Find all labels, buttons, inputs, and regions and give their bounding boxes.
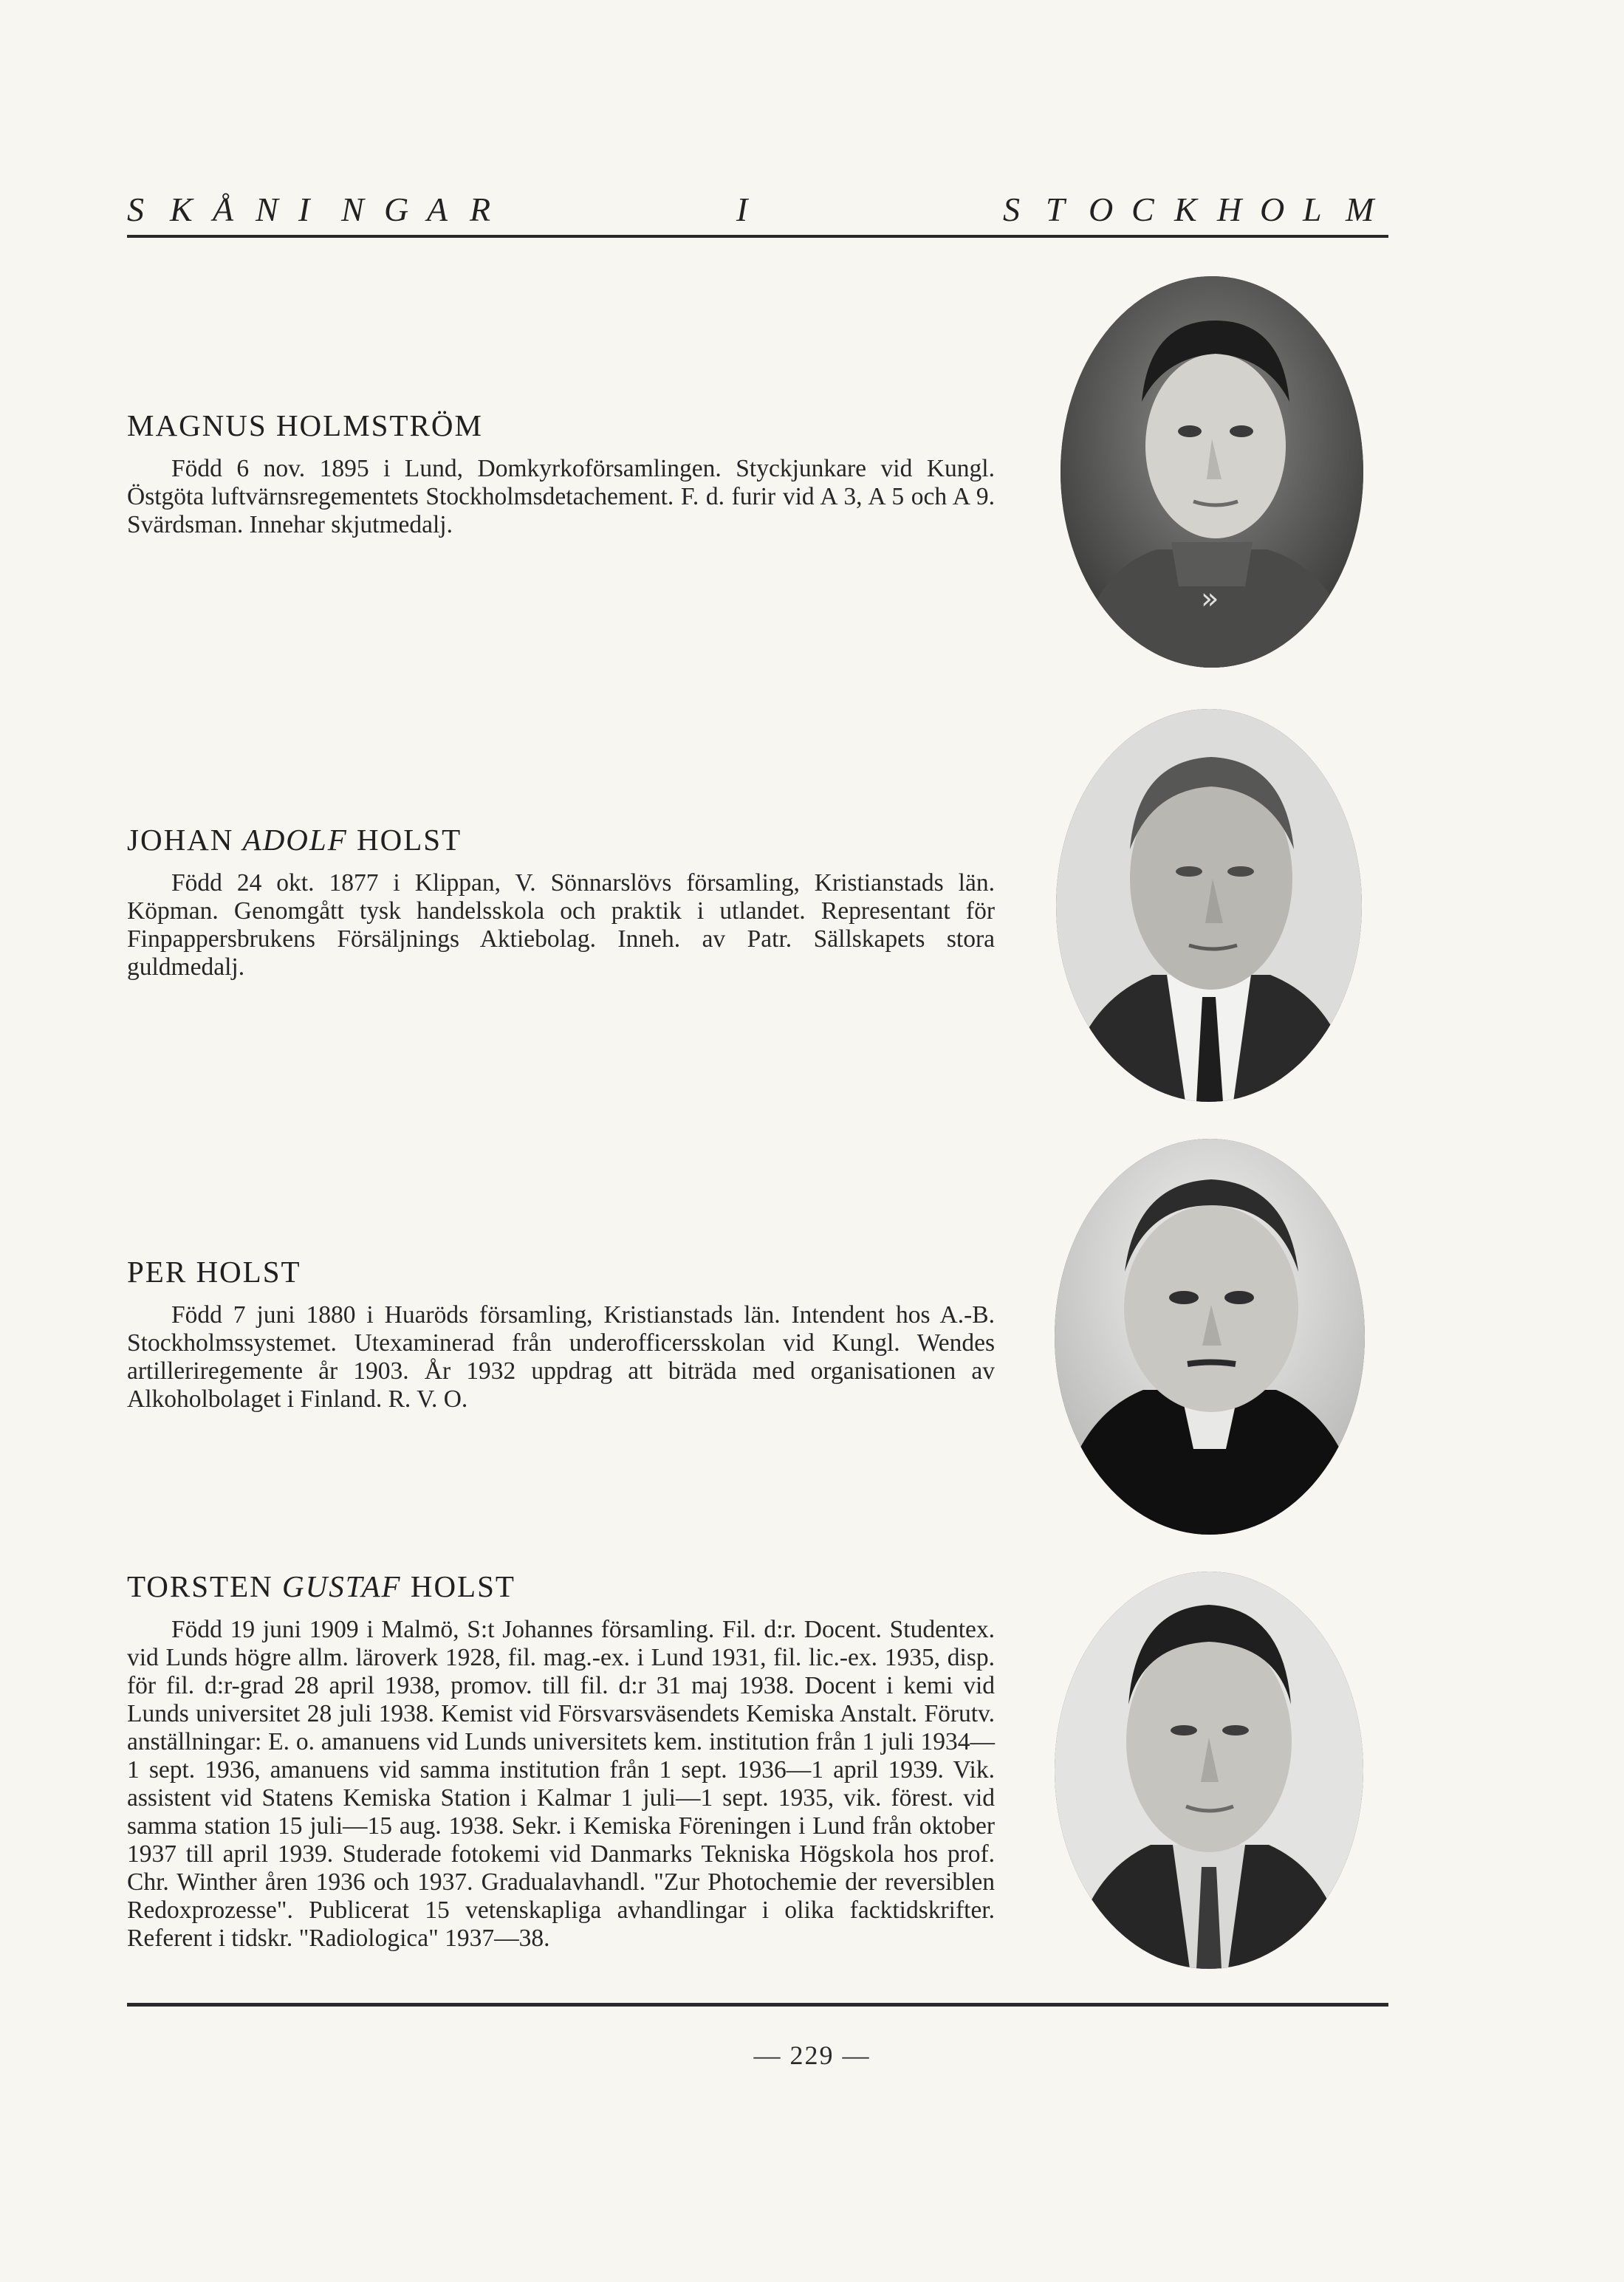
running-head-letter: C	[1131, 191, 1154, 228]
running-head-letter: N	[256, 191, 278, 228]
running-head-letter: S	[127, 191, 144, 228]
entry-bio: Född 19 juni 1909 i Malmö, S:t Johannes församling. Fil. d:r. Docent. Studentex. vid Lunds högre allm. läroverk 1928, fil. mag.-ex. i Lund 1931, fil. lic.-ex. 1935, disp. för fil. d:r-grad 28 april 1938, promov. till fil. d:r 31 maj 1938. Docent i kemi vid Lunds universitet 28 juli 1938. Kemist vid Försvarsväsendets Kemiska Anstalt. Förutv. anställningar: E. o. amanuens vid Lunds universitets kem. institution från 1 juli 1934—1 sept. 1936, amanuens vid samma institution från 1 sept. 1936—1 april 1939. Vik. assistent vid Statens Kemiska Station i Kalmar 1 juli—1 sept. 1935, vik. förest. vid samma station 15 juli—15 aug. 1938. Sekr. i Kemiska Föreningen i Lund från oktober 1937 till april 1939. Studerade fotokemi vid Danmarks Tekniska Högskola hos prof. Chr. Winther åren 1936 och 1937. Gradualavhandl. "Zur Photochemie der reversiblen Redoxprozesse". Publicerat 15 vetenskapliga avhandlingar i olika facktidskrifter. Referent i tidskr. "Radiologica" 1937—38.	[127, 1616, 995, 1952]
running-head-letter: A	[427, 191, 448, 228]
entry-per-holst	[127, 1254, 995, 1414]
running-head-letter: R	[470, 191, 491, 228]
page-number: — 229 —	[753, 2041, 871, 2070]
entry-magnus-holmstrom	[127, 408, 995, 539]
running-head-letter: S	[1003, 191, 1020, 228]
running-head-letter: G	[384, 191, 409, 228]
running-head-word-3	[1003, 190, 1388, 229]
name-last: HOLMSTRÖM	[275, 408, 483, 442]
portrait-photo	[1055, 1139, 1365, 1535]
footer-rule	[127, 2003, 1388, 2007]
name-last: HOLST	[410, 1569, 515, 1603]
entry-bio: Född 24 okt. 1877 i Klippan, V. Sönnarslövs församling, Kristianstads län. Köpman. Genomgått tysk handelsskola och praktik i utlandet. Representant för Finpappersbrukens Försäljnings Aktiebolag. Inneh. av Patr. Sällskapets stora guldmedalj.	[127, 869, 995, 981]
name-last: HOLST	[196, 1255, 301, 1289]
entry-name	[127, 1569, 995, 1604]
running-head-letter: I	[736, 191, 748, 228]
name-first: MAGNUS	[127, 408, 267, 442]
portrait-photo	[1056, 709, 1362, 1102]
running-head-letter: K	[170, 191, 193, 228]
running-head	[127, 185, 1388, 229]
running-head-letter: O	[1260, 191, 1285, 228]
running-head-letter: T	[1046, 191, 1065, 228]
running-head-letter: Å	[213, 191, 234, 228]
portrait-photo	[1055, 1572, 1363, 1969]
running-head-letter: M	[1346, 191, 1374, 228]
running-head-word-2	[736, 190, 779, 229]
entry-johan-adolf-holst	[127, 822, 995, 981]
running-head-letter: N	[341, 191, 364, 228]
running-head-letter: K	[1174, 191, 1197, 228]
svg-text:»: »	[1201, 582, 1219, 616]
entry-name	[127, 822, 995, 857]
name-given: GUSTAF	[282, 1569, 402, 1603]
portrait-photo	[1061, 276, 1363, 668]
name-given: ADOLF	[242, 823, 348, 857]
running-head-letter: L	[1303, 191, 1322, 228]
name-first: TORSTEN	[127, 1569, 273, 1603]
entry-name	[127, 1254, 995, 1289]
running-head-letter: I	[298, 191, 310, 228]
entry-bio: Född 6 nov. 1895 i Lund, Domkyrkoförsamlingen. Styckjunkare vid Kungl. Östgöta luftvärnsregementets Stockholmsdetachement. F. d. furir vid A 3, A 5 och A 9. Svärdsman. Innehar skjutmedalj.	[127, 455, 995, 538]
name-first: PER	[127, 1255, 188, 1289]
entry-torsten-gustaf-holst	[127, 1569, 995, 1953]
entry-bio: Född 7 juni 1880 i Huaröds församling, Kristianstads län. Intendent hos A.-B. Stockholmssystemet. Utexaminerad från underofficersskolan vid Kungl. Wendes artilleriregemente år 1903. År 1932 uppdrag att biträda med organisationen av Alkoholbolaget i Finland. R. V. O.	[127, 1301, 995, 1413]
name-first: JOHAN	[127, 823, 234, 857]
running-head-word-1	[127, 190, 513, 229]
running-head-letter: O	[1089, 191, 1114, 228]
header-rule	[127, 235, 1388, 238]
name-last: HOLST	[357, 823, 462, 857]
entry-name	[127, 408, 995, 443]
running-head-letter: H	[1217, 191, 1242, 228]
